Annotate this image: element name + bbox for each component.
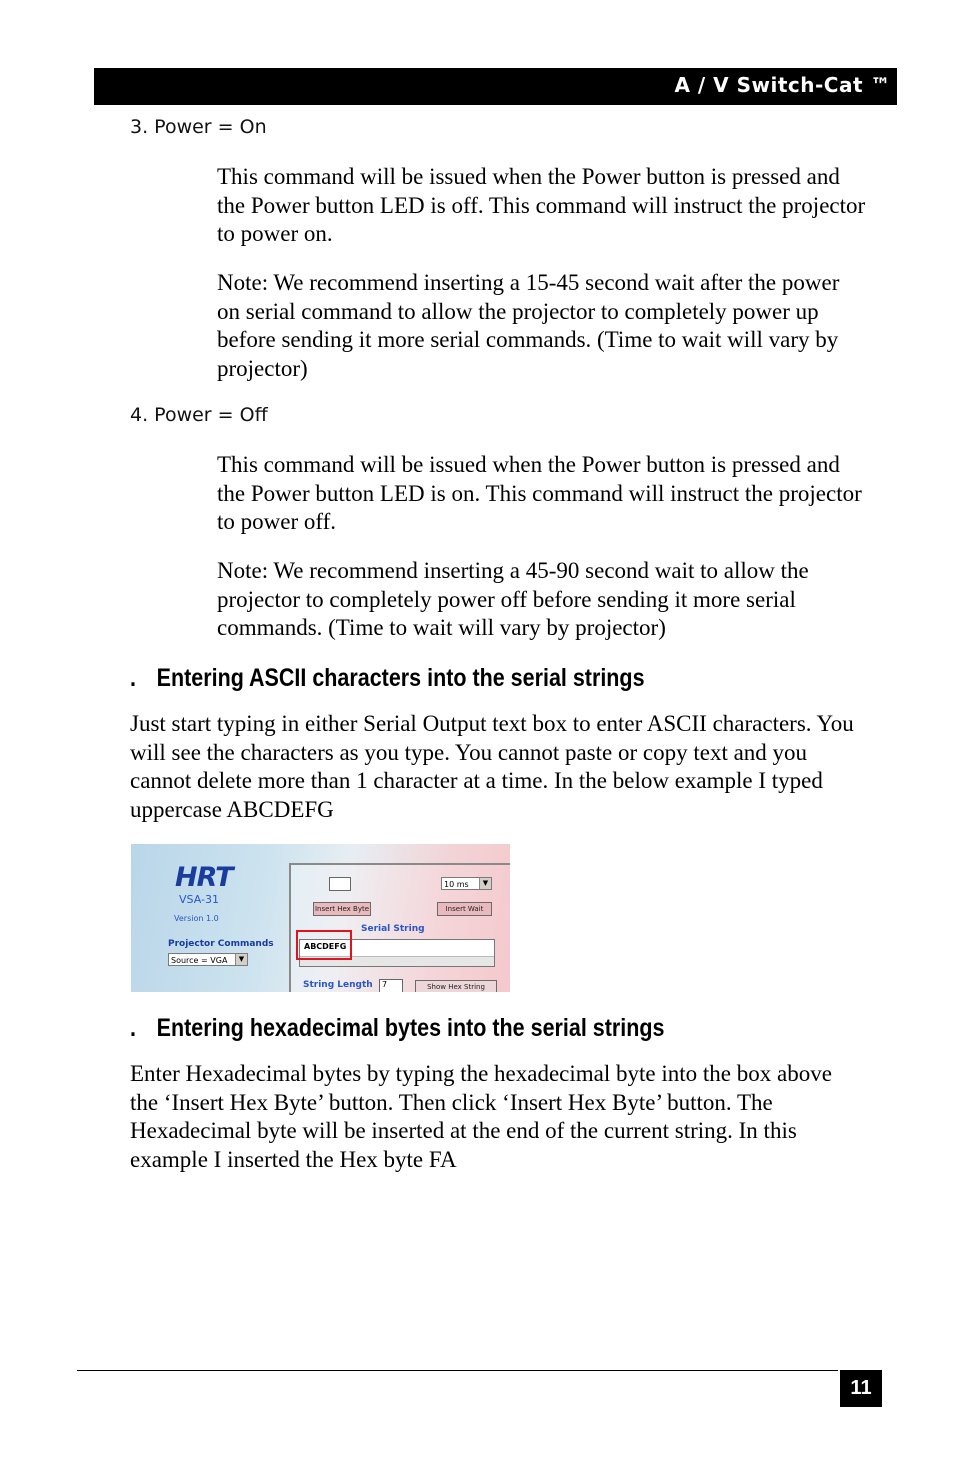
step-paragraph: This command will be issued when the Power button is pressed and the Power button LED is off. This command will instruct the projector to power on. (217, 164, 866, 246)
step-note: Note: We recommend inserting a 45-90 second wait to allow the projector to completely power off before sending it more serial commands. (Time to wait will vary by projector) (217, 558, 809, 640)
string-length-field: 7 (379, 979, 403, 992)
step-paragraph: This command will be issued when the Power button is pressed and the Power button LED is on. This command will instruct the projector to power off. (217, 452, 862, 534)
highlight-box (296, 930, 352, 960)
section-heading-hex (130, 1014, 664, 1043)
show-hex-string-button[interactable]: Show Hex String (415, 980, 497, 992)
hrt-logo: HRT (175, 862, 233, 893)
step-note: Note: We recommend inserting a 15-45 second wait after the power on serial command to allow the projector to completely power up before sending it more serial commands. (Time to wait will vary by projector) (217, 270, 840, 381)
serial-string-value: ABCDEFG (304, 942, 347, 951)
source-select-value: Source = VGA (171, 956, 228, 965)
version-label: Version 1.0 (174, 914, 219, 923)
hex-byte-input[interactable] (329, 877, 351, 891)
header-bar (94, 68, 897, 105)
step-heading-power-on: 3. Power = On (130, 116, 267, 138)
section-body: Just start typing in either Serial Output text box to enter ASCII characters. You will see the characters as you type. You cannot paste or copy text and you cannot delete more than 1 character at a time. In the below example I typed uppercase ABCDEFG (130, 711, 854, 822)
wait-select[interactable] (441, 877, 492, 890)
section-bullet: . (130, 1014, 136, 1042)
serial-string-label: Serial String (361, 924, 425, 934)
insert-wait-button[interactable]: Insert Wait (437, 902, 492, 916)
footer-rule (77, 1370, 838, 1371)
insert-hex-byte-button[interactable]: Insert Hex Byte (313, 902, 371, 916)
source-select[interactable] (168, 953, 248, 966)
chevron-down-icon[interactable]: ▼ (479, 878, 491, 889)
chevron-down-icon[interactable]: ▼ (235, 954, 247, 965)
string-length-label: String Length (303, 980, 373, 990)
header-title: A / V Switch-Cat ™ (674, 73, 891, 97)
brand-panel (131, 844, 288, 992)
section-title: Entering hexadecimal bytes into the serial strings (156, 1014, 665, 1042)
section-bullet: . (130, 664, 136, 692)
projector-commands-label: Projector Commands (168, 939, 274, 949)
serial-panel (289, 863, 510, 992)
section-heading-ascii (130, 664, 645, 693)
software-screenshot (131, 844, 510, 992)
section-body: Enter Hexadecimal bytes by typing the hexadecimal byte into the box above the ‘Insert Hex Byte’ button. Then click ‘Insert Hex Byte’ button. The Hexadecimal byte will be inserted at the end of the current string. In this example I inserted the Hex byte FA (130, 1061, 832, 1172)
step-heading-power-off: 4. Power = Off (130, 404, 268, 426)
page-number: 11 (840, 1370, 882, 1407)
model-label: VSA-31 (179, 893, 219, 906)
wait-select-value: 10 ms (444, 880, 469, 889)
section-title: Entering ASCII characters into the serial strings (156, 664, 645, 692)
